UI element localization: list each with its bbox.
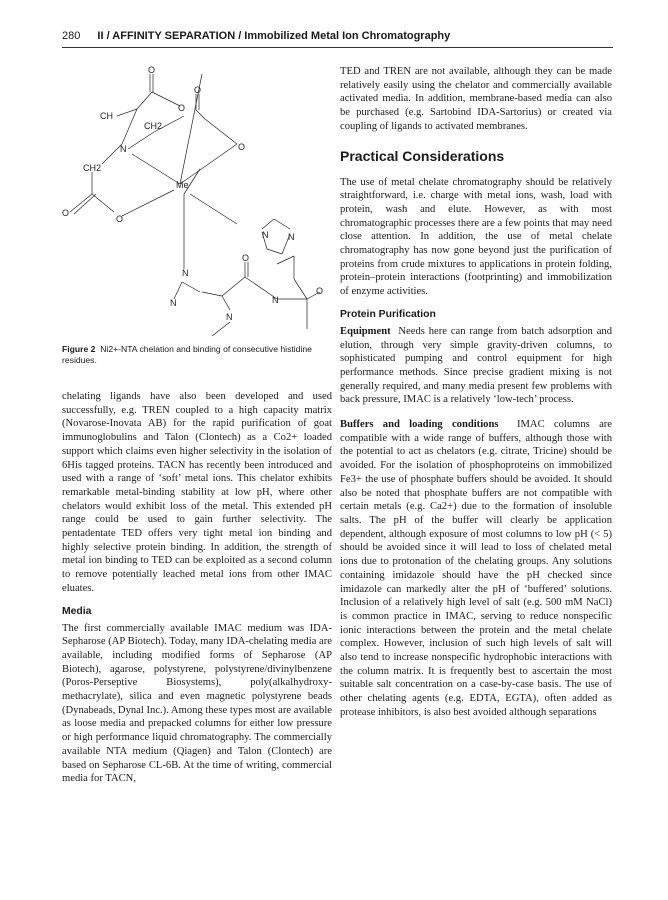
atom-o-amide2: O	[316, 286, 324, 296]
atom-o-amide1: O	[242, 253, 250, 263]
figure-caption-text: Ni2+-NTA chelation and binding of consecutive histidine residues.	[62, 344, 312, 365]
figure-caption	[62, 344, 332, 366]
atom-n-imid2a: N	[182, 268, 189, 278]
atom-n-imid1b: N	[288, 232, 295, 242]
equipment-runin-heading: Equipment	[340, 325, 391, 337]
left-column	[62, 64, 332, 786]
page-number: 280	[62, 30, 81, 42]
right-column	[340, 65, 612, 720]
right-paragraph-1: TED and TREN are not available, although they can be made relatively easily using the chelator and commercially available activated media. In addition, membrane-based media can also be purchased (e.g. Sartobind IDA-Sartorius) or created via coupling of ligands to activated membranes.	[340, 66, 612, 132]
equipment-text: Needs here can range from batch adsorption and elution, through very simple gravity-driven columns, to sophisticated pumping and control equipment for high performance methods. Since precise gradient mixing is not generally required, and many media present few problems with back pressure, IMAC is a relatively ‘low-tech’ process.	[340, 325, 612, 406]
running-title: II / AFFINITY SEPARATION / Immobilized Metal Ion Chromatography	[97, 30, 451, 42]
ni-nta-structure-diagram	[62, 64, 332, 344]
protein-purification-heading: Protein Purification	[340, 308, 436, 320]
atom-o-low: O	[116, 214, 124, 224]
running-header	[62, 30, 613, 48]
atom-o-right: O	[238, 142, 246, 152]
figure-caption-label: Figure 2	[62, 344, 96, 354]
right-paragraph-2: The use of metal chelate chromatography should be relatively straightforward, i.e. charge with metal ions, wash, load with protein, wash and elute. However, as with most chromatographic processes there are a few points that may need close attention. In addition, the use of metal chelate chromatography has now gone beyond just the purification of proteins from crude mixtures to applications in protein folding, protein–protein interactions (footprinting) and immobilization of enzyme activities.	[340, 176, 612, 298]
left-paragraph-1: chelating ligands have also been developed and used successfully, e.g. TREN coupled to a high capacity matrix (Novarose-Inovata AB) for the rapid purification of goat immunoglobulins and Talon (Clontech) as a Co2+ loaded support which claims even higher selectivity in the isolation of 6His tagged proteins. TACN has recently been introduced and used with a range of ‘soft’ metal ions. This chelator exhibits remarkable metal-binding stability at low pH, where other chelators would exhibit loss of the metal. This extended pH range could be used to gain further selectivity. The pentadentate TED offers very tight metal ion binding and highly selective protein binding. In addition, the strength of metal ion binding to TED can be exploited as a second column to remove potentially leached metal ions from other IMAC eluates.	[62, 391, 332, 594]
atom-o-top: O	[148, 65, 156, 75]
atom-ch: CH	[100, 111, 113, 121]
atom-n-imid1a: N	[262, 230, 269, 240]
left-paragraph-2: The first commercially available IMAC medium was IDA-Sepharose (AP Biotech). Today, many IDA-chelating media are available, including modified forms of Sepharose (AP Biotech), agarose, polystyrene, polystyrene/divinylbenzene (Poros-Perseptive Biosystems), poly(alkalhydroxy-methacrylate), silica and even magnetic polystyrene beads (Dynabeads, Dynal Inc.). Among these types most are available as loose media and prepacked columns for either low pressure or high performance liquid chromatography. The commercially available NTA medium (Qiagen) and Talon (Clontech) are based on Sepharose CL-6B. At the time of writing, commercial media for TACN,	[62, 622, 332, 785]
equipment-paragraph	[340, 325, 612, 407]
media-heading: Media	[62, 605, 92, 617]
chemical-structure-figure	[62, 64, 332, 344]
practical-considerations-heading: Practical Considerations	[340, 147, 505, 164]
atom-n-imid2b: N	[170, 298, 177, 308]
atom-ch2-a: CH2	[144, 121, 163, 131]
buffers-text: IMAC columns are compatible with a wide range of buffers, although those with the potential to act as chelators (e.g. citrate, Tricine) should be avoided. For the isolation of phosphoproteins on immobilized Fe3+ the use of phosphate buffers should be avoided. It should also be noted that phosphate buffers are not compatible with certain metals (e.g. Ca2+) due to the formation of insoluble salts. The pH of the buffer will clearly be application dependent, although exposure of most columns to low pH (< 5) should be avoided since it will lead to loss of chelated metal ions due to protonation of the chelating groups. Any solutions containing imidazole should have the pH checked since imidazole can markedly alter the pH of ‘buffered’ solutions. Inclusion of a relatively high level of salt (e.g. 500 mM NaCl) is common practice in IMAC, serving to reduce nonspecific ionic interactions between the protein and the metal chelate complex. However, inclusion of such high levels of salt will also tend to increase nonspecific hydrophobic interactions with the column matrix. It is frequently best to ascertain the most suitable salt concentration on a case-by-case basis. The use of other chelating agents (e.g. EDTA, EGTA), often added as protease inhibitors, is also best avoided although separations	[340, 419, 612, 718]
atom-o-ring2: O	[194, 85, 202, 95]
atom-me: Me	[176, 180, 189, 190]
atom-o-ring1: O	[178, 103, 186, 113]
buffers-paragraph	[340, 418, 612, 719]
atom-ch2-b: CH2	[83, 163, 102, 173]
buffers-runin-heading: Buffers and loading conditions	[340, 419, 499, 431]
atom-n-backbone: N	[226, 312, 233, 322]
atom-o-left: O	[62, 208, 70, 218]
atom-n-center: N	[120, 144, 127, 154]
atom-n-amide: N	[272, 295, 279, 305]
